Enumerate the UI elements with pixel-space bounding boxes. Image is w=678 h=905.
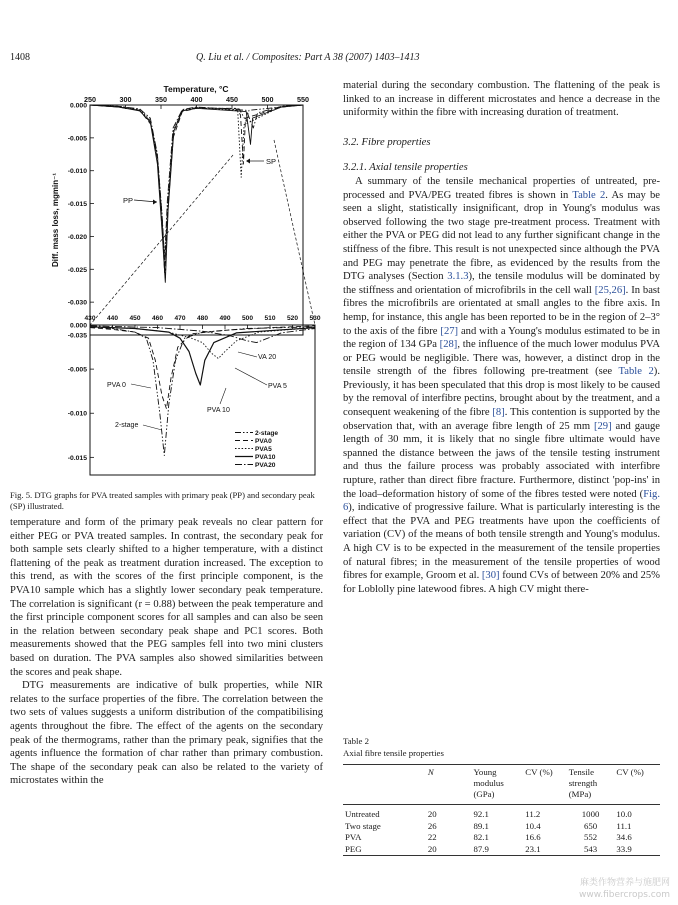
top-x-tick-label: 350 [155, 95, 167, 104]
paragraph-text: , the influence of the much lower modulus PVA or PEG would be negligible. There was, however, a distinct drop in the tensile strength of the fibres following pre-treatment (see [343, 339, 660, 378]
table-cell: 26 [427, 820, 437, 831]
bottom-x-tick-label: 430 [84, 315, 96, 322]
pva5-label: PVA 5 [268, 383, 287, 390]
top-y-tick-label: -0.015 [67, 201, 87, 209]
top-x-tick-label: 550 [297, 95, 309, 104]
table-title: Axial fibre tensile properties [343, 747, 444, 758]
bottom-y-tick-label: -0.015 [67, 454, 87, 462]
watermark-cn: 麻类作物营养与施肥网 [579, 878, 670, 888]
bottom-series-line [90, 327, 315, 456]
pva0-leader [131, 384, 151, 388]
watermark [579, 877, 670, 901]
table-cell: 20 [427, 809, 437, 819]
table-row [343, 805, 660, 821]
bottom-x-tick-label: 470 [174, 315, 186, 322]
zoom-connector-left [90, 155, 233, 325]
pva0-label: PVA 0 [107, 382, 126, 389]
bottom-y-tick-label: -0.010 [67, 410, 87, 418]
paragraph-text: ). Previously, it has been speculated that this drop is most likely to be caused by the removal of interfibre pectins, brought about by the treatment, and a consequent weakening of the fibre [343, 366, 660, 419]
left-paragraph-1: temperature and form of the primary peak reveals no clear pattern for either PEG or PVA treated samples. In contrast, the secondary peak for both sample sets clearly shifted to a higher temperature, with a distinct flattening of the peak as treatment duration increased. The exception to this trend, as with the scores of the first principle component, is the PVA10 sample which has a slightly lower secondary peak temperature. The correlation is significant (r = 0.88) between the peak temperature and the first principle component scores for all samples and can also be seen in the relation between secondary peak shape and PC1 scores. Both measurements showed that the PEG samples fell into two mini clusters based on duration. The PVA samples also showed similarities between the scores and peak shape. [10, 517, 323, 678]
paragraph-text: and gauge length of 30 mm, it is likely that no single fibre ultimate would have spanned the distance between the jaws of the tensile testing instrument and thus the failure process was probably associated with interfibre rupture, rather than direct fibre fracture. Furthermore, distinct 'pop-ins' in the load–deformation history of some of the fibres tested were noted ( [343, 420, 660, 500]
reference-link[interactable]: Fig. 6 [343, 488, 660, 514]
paragraph-text: . In bast fibres the microfibrils are orientated at small angles to the fibre axis. In hemp, for instance, this angle has been reported to be in the region of 2–3° to the axis of the fibre [343, 284, 660, 337]
top-y-tick-label: -0.035 [67, 332, 87, 340]
bottom-x-tick-label: 520 [286, 315, 299, 322]
page-number: 1408 [10, 52, 30, 63]
paragraph-text: ), the tensile modulus will be dominated by the stiffness and orientation of microfibrils in the cell wall [343, 271, 660, 296]
table-row [343, 844, 660, 856]
bottom-series-line [90, 326, 315, 409]
pva10-label: PVA 10 [207, 407, 230, 414]
zoom-connector-right [274, 140, 315, 325]
legend-label: PVA0 [255, 438, 272, 445]
table-cell: 87.9 [471, 844, 523, 856]
reference-link[interactable]: Table 2 [618, 366, 654, 378]
right-paragraph [343, 175, 660, 596]
top-x-tick-label: 400 [190, 95, 203, 104]
running-title: Q. Liu et al. / Composites: Part A 38 (2007) 1403–1413 [196, 52, 420, 63]
table-cell: 552 [583, 832, 598, 842]
reference-link[interactable]: [25,26] [594, 284, 626, 296]
pva10-leader [220, 388, 226, 404]
watermark-url: www.fibercrops.com [579, 890, 670, 900]
reference-link[interactable]: [8] [492, 407, 505, 419]
sp-label: SP [266, 157, 277, 166]
table-header-cell: CV (%) [523, 765, 567, 805]
table-body [343, 805, 660, 856]
paragraph-text: ), indicative of progressive failure. What is particularly interesting is the effect that the PVA and PEG treatments have upon the coefficients of variation (CV) of the means of both tensile strength and Young's modulus. A high CV is to be expected in the measurement of the tensile properties of natural fibres; in the measurement of the tensile properties of wood fibres for example, Groom et al. [343, 502, 660, 582]
table-cell: 11.1 [616, 820, 632, 831]
bottom-y-tick-label: -0.005 [67, 366, 87, 374]
top-y-tick-label: -0.025 [67, 266, 87, 274]
legend-label: PVA5 [255, 446, 272, 453]
table-cell: 20 [426, 844, 472, 856]
top-series-line [90, 105, 303, 259]
right-continuation: material during the secondary combustion. The flattening of the peak is linked to an increase in different microstates and hence a decrease in the uniformity within the fibre with increasing duration of treatment. [343, 80, 660, 119]
top-x-tick-label: 300 [119, 95, 132, 104]
pva5-leader [235, 368, 267, 385]
paragraph-text: . As may be seen a slight, statistically insignificant, drop in Young's modulus was observed following the two stage pre-treatment process. Treatment with either the PVA or PEG did not lead to any further significant change in the stiffness of the fibre. This result is not unexpected since although the PVA and PEG may penetrate the fibre, as evidenced by the results from the DTG analyses (Section [343, 189, 660, 283]
pva20-leader [238, 352, 257, 357]
left-column [10, 516, 323, 788]
table-2 [343, 736, 660, 856]
top-series-line [90, 105, 303, 273]
paragraph-text: . This contention is supported by the observation that, with an average fibre length of 25 mm [343, 407, 660, 432]
table-cell: PVA [345, 832, 362, 842]
top-series-line [90, 105, 303, 279]
bottom-chart-frame [90, 325, 315, 475]
table-header-cell: CV (%) [614, 765, 660, 805]
figure-caption: Fig. 5. DTG graphs for PVA treated samples with primary peak (PP) and secondary peak (SP) illustrated. [10, 490, 315, 512]
top-series-line [90, 105, 303, 266]
top-y-tick-label: -0.020 [67, 233, 87, 241]
bottom-x-tick-label: 500 [241, 315, 254, 322]
table-cell: Two stage [345, 820, 381, 831]
top-y-tick-label: -0.010 [67, 168, 87, 176]
table-header-cell [343, 765, 426, 805]
table-row [343, 832, 660, 844]
bottom-y-tick-label: 0.000 [69, 322, 87, 330]
right-column [343, 79, 660, 596]
top-y-axis-label: Diff. mass loss, mgmin⁻¹ [51, 172, 60, 268]
sp-arrowhead [246, 159, 250, 164]
section-heading: 3.2. Fibre properties [343, 136, 431, 148]
table-cell: 11.2 [525, 809, 541, 819]
paragraph-text: found CVs of between 20% and 25% for Loblolly pine latewood fibres. A high CV might there- [343, 570, 660, 595]
pp-arrowhead [153, 200, 157, 205]
top-y-tick-label: 0.000 [69, 102, 87, 110]
top-x-tick-label: 250 [84, 95, 96, 104]
bottom-x-tick-label: 480 [196, 315, 209, 322]
bottom-x-tick-label: 530 [309, 315, 321, 322]
top-y-tick-label: -0.005 [67, 135, 87, 143]
table-header-row [343, 765, 660, 805]
table-cell: 33.9 [614, 844, 660, 856]
dtg-figure [0, 70, 330, 490]
two-stage-leader [143, 425, 162, 430]
table-header-cell: Young modulus (GPa) [471, 765, 523, 805]
reference-link[interactable]: [27] [440, 325, 459, 337]
top-chart-title: Temperature, °C [163, 84, 229, 94]
table-cell: 16.6 [525, 832, 541, 842]
reference-link[interactable]: Table 2 [572, 189, 606, 201]
legend-label: PVA20 [255, 462, 276, 469]
top-x-tick-label: 500 [261, 95, 274, 104]
table-cell: 82.1 [473, 832, 489, 842]
bottom-series-line [90, 327, 315, 385]
top-y-tick-label: -0.030 [67, 299, 87, 307]
subsection-heading: 3.2.1. Axial tensile properties [343, 162, 468, 174]
table-header-cell: Tensile strength (MPa) [567, 765, 615, 805]
table-row [343, 821, 660, 833]
bottom-x-tick-label: 490 [219, 315, 231, 322]
reference-link[interactable]: [28] [439, 339, 458, 351]
two-stage-label: 2-stage [115, 422, 139, 429]
paragraph-text: and with a Young's modulus estimated to be in the region of 134 GPa [343, 325, 660, 351]
left-paragraph-2: DTG measurements are indicative of bulk properties, while NIR relates to the surface properties of the fibre. The correlation between the two sets of values suggests a uniform distribution of the compatibilising agents throughout the fibre. The effect of the agents on the secondary peak of the thermograms, rather than the primary peak, signifies that the agents influence the formation of char rather than primary combustion. The shape of the secondary peak can also be related to the variety of microstates within the [10, 680, 323, 787]
bottom-x-tick-label: 460 [151, 315, 164, 322]
table-cell: 10.4 [525, 820, 541, 831]
bottom-x-tick-label: 440 [106, 315, 119, 322]
top-series-line [90, 105, 303, 282]
legend-label: PVA10 [255, 454, 276, 461]
table-cell: 10.0 [616, 809, 632, 819]
paragraph-text: A summary of the tensile mechanical properties of untreated, pre-processed and PVA/PEG treated fibres is shown in [343, 175, 660, 201]
table-cell: PEG [343, 844, 426, 856]
table-cell: 89.1 [473, 820, 489, 831]
reference-link[interactable]: [29] [593, 420, 612, 432]
legend-label: 2-stage [255, 430, 279, 437]
pva20-label: VA 20 [258, 354, 277, 361]
bottom-x-tick-label: 510 [264, 315, 276, 322]
table-cell: 650 [583, 820, 598, 831]
table-label: Table 2 [343, 736, 370, 746]
tensile-table [343, 764, 660, 856]
reference-link[interactable]: 3.1.3 [447, 271, 469, 283]
pp-label: PP [123, 196, 134, 205]
table-cell: 34.6 [616, 832, 632, 842]
table-cell: Untreated [345, 809, 380, 819]
top-chart-frame [90, 105, 303, 335]
table-cell: 543 [567, 844, 615, 856]
top-x-tick-label: 450 [226, 95, 238, 104]
table-cell: 1000 [581, 809, 600, 819]
reference-link[interactable]: [30] [481, 570, 500, 582]
bottom-x-tick-label: 450 [129, 315, 141, 322]
table-cell: 22 [427, 832, 437, 842]
table-cell: 92.1 [473, 809, 489, 819]
table-cell: 23.1 [523, 844, 567, 856]
table-header-cell: N [426, 765, 472, 805]
